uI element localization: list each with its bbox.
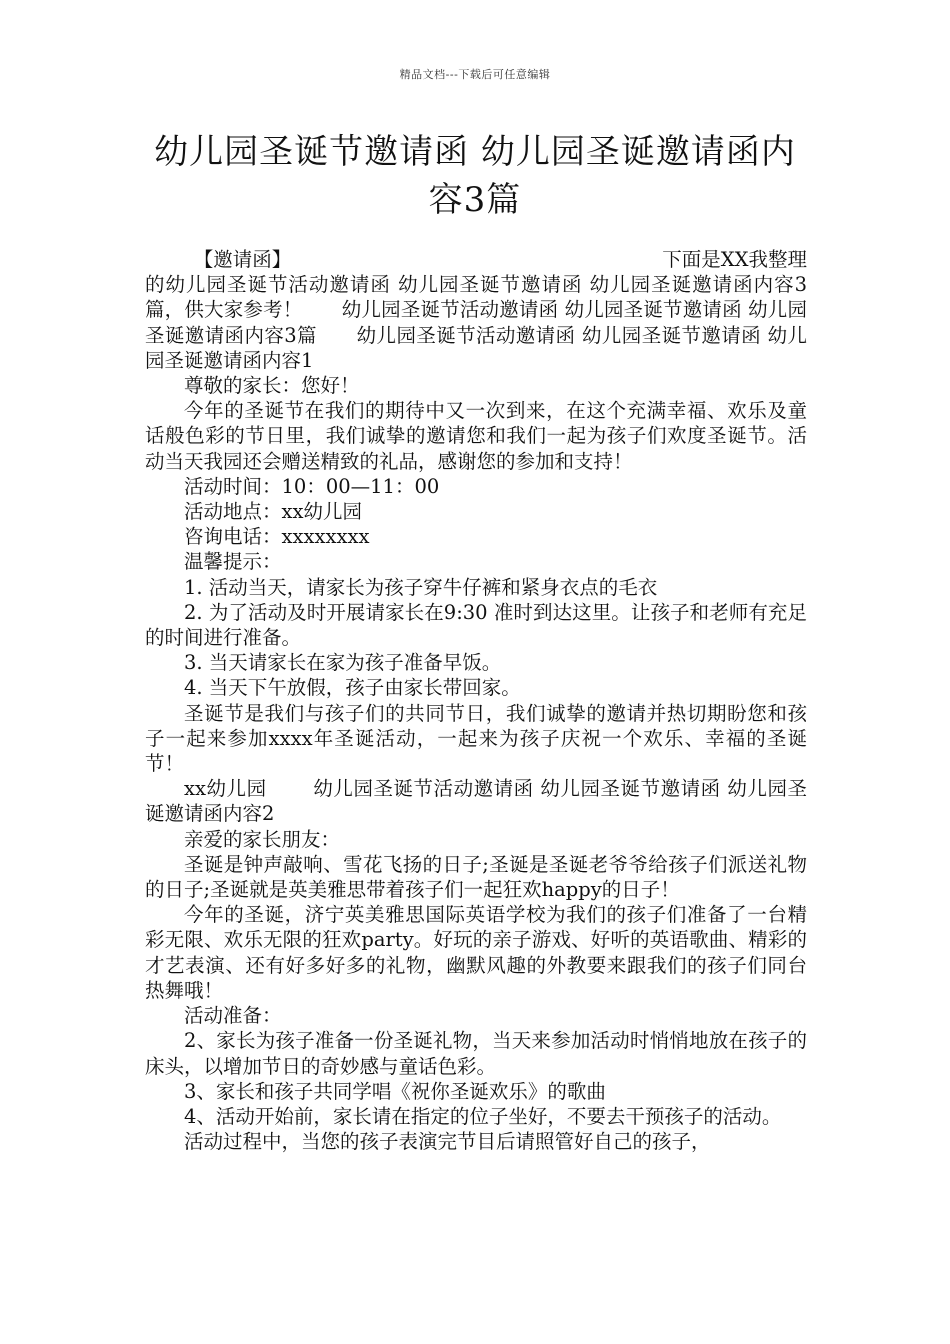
letter1-signature-and-next-title: xx幼儿园 幼儿园圣诞节活动邀请函 幼儿园圣诞节邀请函 幼儿园圣诞邀请函内容2 — [145, 777, 807, 826]
letter2-greeting: 亲爱的家长朋友： — [184, 827, 341, 851]
tip-item: 1. 活动当天，请家长为孩子穿牛仔裤和紧身衣点的毛衣 — [184, 575, 658, 599]
letter2-paragraph: 今年的圣诞，济宁英美雅思国际英语学校为我们的孩子们准备了一台精彩无限、欢乐无限的狂欢party。好玩的亲子游戏、好听的英语歌曲、精彩的才艺表演、还有好多好多的礼物，幽默风趣的外教要来跟我们的孩子们同台热舞哦！ — [145, 903, 807, 1002]
invitation-tag: 【邀请函】 — [193, 248, 292, 271]
letter1-greeting: 尊敬的家长：您好！ — [184, 374, 360, 398]
activity-place: 活动地点：xx幼儿园 — [184, 500, 362, 524]
document-body — [145, 247, 807, 1154]
preparation-item: 3、家长和孩子共同学唱《祝你圣诞欢乐》的歌曲 — [184, 1079, 606, 1103]
header-note: 精品文档---下载后可任意编辑 — [399, 68, 551, 81]
intro-lead: 下面是XX我整理 — [662, 248, 807, 271]
preparation-item: 2、家长为孩子准备一份圣诞礼物，当天来参加活动时悄悄地放在孩子的床头，以增加节日的奇妙感与童话色彩。 — [145, 1029, 807, 1078]
contact-phone: 咨询电话：xxxxxxxx — [184, 525, 370, 549]
preparation-title: 活动准备： — [184, 1004, 282, 1028]
preparation-item: 4、活动开始前，家长请在指定的位子坐好，不要去干预孩子的活动。 — [184, 1104, 782, 1128]
document-title: 幼儿园圣诞节邀请函 幼儿园圣诞邀请函内容3篇 — [154, 132, 796, 220]
letter1-paragraph: 今年的圣诞节在我们的期待中又一次到来，在这个充满幸福、欢乐及童话般色彩的节日里，我们诚挚的邀请您和我们一起为孩子们欢度圣诞节。活动当天我园还会赠送精致的礼品，感谢您的参加和支持！ — [145, 399, 807, 473]
tip-item: 2. 为了活动及时开展请家长在9:30 准时到达这里。让孩子和老师有充足的时间进行准备。 — [145, 600, 807, 650]
intro-first-line — [145, 247, 807, 272]
letter2-paragraph: 圣诞是钟声敲响、雪花飞扬的日子;圣诞是圣诞老爷爷给孩子们派送礼物的日子;圣诞就是英美雅思带着孩子们一起狂欢happy的日子！ — [145, 852, 807, 902]
tips-title: 温馨提示： — [184, 550, 282, 574]
letter1-closing: 圣诞节是我们与孩子们的共同节日，我们诚挚的邀请并热切期盼您和孩子一起来参加xxxx年圣诞活动，一起来为孩子庆祝一个欢乐、幸福的圣诞节！ — [145, 701, 807, 776]
tip-item: 4. 当天下午放假，孩子由家长带回家。 — [184, 676, 521, 700]
activity-time: 活动时间：10：00—11：00 — [184, 474, 440, 498]
letter2-last-line: 活动过程中，当您的孩子表演完节目后请照管好自己的孩子， — [184, 1130, 711, 1154]
intro-paragraph: 的幼儿园圣诞节活动邀请函 幼儿园圣诞节邀请函 幼儿园圣诞邀请函内容3篇，供大家参考！ 幼儿园圣诞节活动邀请函 幼儿园圣诞节邀请函 幼儿园圣诞邀请函内容3篇 幼儿园圣诞节活动邀请函 幼儿园圣诞节邀请函 幼儿园圣诞邀请函内容1 — [145, 273, 807, 372]
tip-item: 3. 当天请家长在家为孩子准备早饭。 — [184, 651, 502, 675]
